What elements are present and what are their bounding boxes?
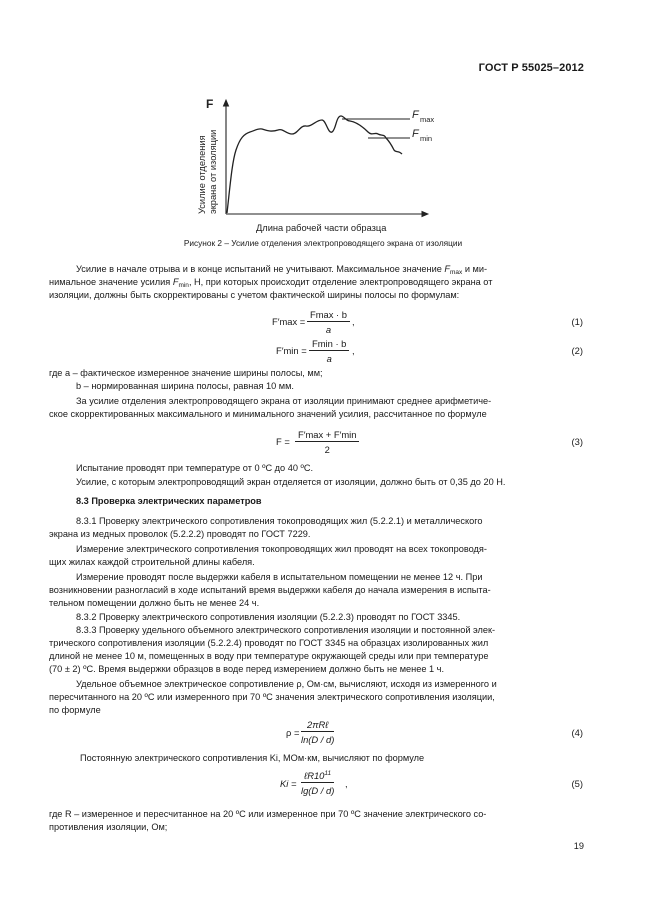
para-9-line-3: длиной не менее 10 м, помещенных в воду при температуре окружающей среды или при температуре bbox=[49, 651, 489, 661]
equation-1-tail: , bbox=[352, 316, 355, 327]
para-7-line-2: возникновении разногласий в ходе испытаний время выдержки кабеля до начала измерения в испыта- bbox=[49, 585, 491, 595]
para-9-line-1: 8.3.3 Проверку удельного объемного электрического сопротивления изоляции и постоянной элек- bbox=[76, 625, 496, 635]
para-3: Испытание проводят при температуре от 0 ºС до 40 ºС. bbox=[76, 463, 314, 473]
para-5-line-1: 8.3.1 Проверку электрического сопротивления токопроводящих жил (5.2.2.1) и металлического bbox=[76, 516, 483, 526]
equation-2-fraction: Fmin · b a bbox=[309, 338, 349, 364]
para-11: Постоянную электрического сопротивления Ki, МОм·км, вычисляют по формуле bbox=[80, 753, 425, 763]
para-5-line-2: экрана из медных проволок (5.2.2.2) проводят по ГОСТ 7229. bbox=[49, 529, 311, 539]
para-7-line-3: тельном помещении должно быть не менее 24 ч. bbox=[49, 598, 260, 608]
para-8: 8.3.2 Проверку электрического сопротивления изоляции (5.2.2.3) проводят по ГОСТ 3345. bbox=[76, 612, 461, 622]
force-curve bbox=[227, 116, 402, 213]
equation-5-number: (5) bbox=[571, 778, 583, 789]
para-12-line-2: противления изоляции, Ом; bbox=[49, 822, 168, 832]
equation-1-number: (1) bbox=[571, 316, 583, 327]
para-9-line-2: трического сопротивления изоляции (5.2.2.4) проводят по ГОСТ 3345 на образцах изолированных жил bbox=[49, 638, 489, 648]
equation-1-fraction: Fmax · b a bbox=[307, 309, 350, 335]
where-b: b – нормированная ширина полосы, равная 10 мм. bbox=[76, 381, 294, 391]
para-1-line-2: нимальное значение усилия $F_{min}$, Н, при которых происходит отделение электропроводящего экрана от bbox=[49, 277, 493, 289]
equation-3-fraction: F′max + F′min 2 bbox=[295, 429, 359, 455]
para-1-line-3: изоляции, должны быть скорректированы с учетом фактической ширины полосы по формулам: bbox=[49, 290, 460, 300]
fmax-label: F bbox=[412, 109, 419, 121]
para-10-line-1: Удельное объемное электрическое сопротивление ρ, Ом·см, вычисляют, исходя из измеренного и bbox=[76, 679, 497, 689]
para-2-line-1: За усилие отделения электропроводящего экрана от изоляции принимают среднее арифметиче- bbox=[76, 396, 492, 406]
equation-5-tail: , bbox=[345, 778, 348, 789]
equation-2-number: (2) bbox=[571, 345, 583, 356]
para-1-line-1: Усилие в начале отрыва и в конце испытаний не учитывают. Максимальное значение $F_{max}$ и ми- bbox=[76, 264, 488, 276]
y-axis-symbol: F bbox=[206, 97, 214, 111]
para-7-line-1: Измерение проводят после выдержки кабеля в испытательном помещении не менее 12 ч. При bbox=[76, 572, 483, 582]
para-9-line-4: (70 ± 2) ºС. Время выдержки образцов в воде перед измерением должно быть не менее 1 ч. bbox=[49, 664, 445, 674]
equation-4-number: (4) bbox=[571, 727, 583, 738]
fmin-label-sub: min bbox=[420, 134, 433, 143]
para-10-line-3: по формуле bbox=[49, 705, 101, 715]
para-6-line-2: щих жилах каждой строительной длины кабеля. bbox=[49, 557, 255, 567]
equation-4-fraction: 2πRℓ ln(D / d) bbox=[301, 719, 335, 745]
para-12-line-1: где R – измеренное и пересчитанное на 20 ºС или измеренное при 70 ºС значение электрического со- bbox=[49, 809, 487, 819]
equation-2-tail: , bbox=[352, 345, 355, 356]
para-2-line-2: ское скорректированных максимального и минимального значений усилия, рассчитанное по формуле bbox=[49, 409, 487, 419]
page-number: 19 bbox=[573, 841, 584, 851]
para-4: Усилие, с которым электропроводящий экран отделяется от изоляции, должно быть от 0,35 до 20 Н. bbox=[76, 477, 506, 487]
equation-2-lhs: F′min = bbox=[276, 345, 307, 356]
force-curve-graph bbox=[180, 92, 450, 234]
fmax-label-sub: max bbox=[420, 115, 435, 124]
equation-5-fraction: $\ell R10^{11}$ lg(D / d) bbox=[301, 770, 335, 796]
where-a: где a – фактическое измеренное значение ширины полосы, мм; bbox=[49, 368, 323, 378]
para-6-line-1: Измерение электрического сопротивления токопроводящих жил проводят на всех токопроводя- bbox=[76, 544, 487, 554]
equation-4-lhs: ρ = bbox=[286, 727, 300, 738]
equation-1-lhs: F′max = bbox=[272, 316, 306, 327]
equation-3-number: (3) bbox=[571, 436, 583, 447]
equation-3-lhs: F = bbox=[276, 436, 290, 447]
figure-force-curve bbox=[180, 92, 450, 234]
y-axis-label-line1: Усилие отделения bbox=[197, 135, 207, 214]
equation-5-lhs: Ki = bbox=[280, 778, 297, 789]
x-axis-label: Длина рабочей части образца bbox=[256, 223, 387, 233]
section-8-3-heading: 8.3 Проверка электрических параметров bbox=[76, 496, 262, 506]
fmin-label: F bbox=[412, 128, 419, 140]
figure-caption: Рисунок 2 – Усилие отделения электропроводящего экрана от изоляции bbox=[183, 238, 463, 248]
para-10-line-2: пересчитанного на 20 ºС или измеренного при 70 ºС значения электрического сопротивления изоляции, bbox=[49, 692, 495, 702]
y-axis-label-line2: экрана от изоляции bbox=[208, 129, 218, 214]
standard-header: ГОСТ Р 55025–2012 bbox=[478, 62, 584, 74]
